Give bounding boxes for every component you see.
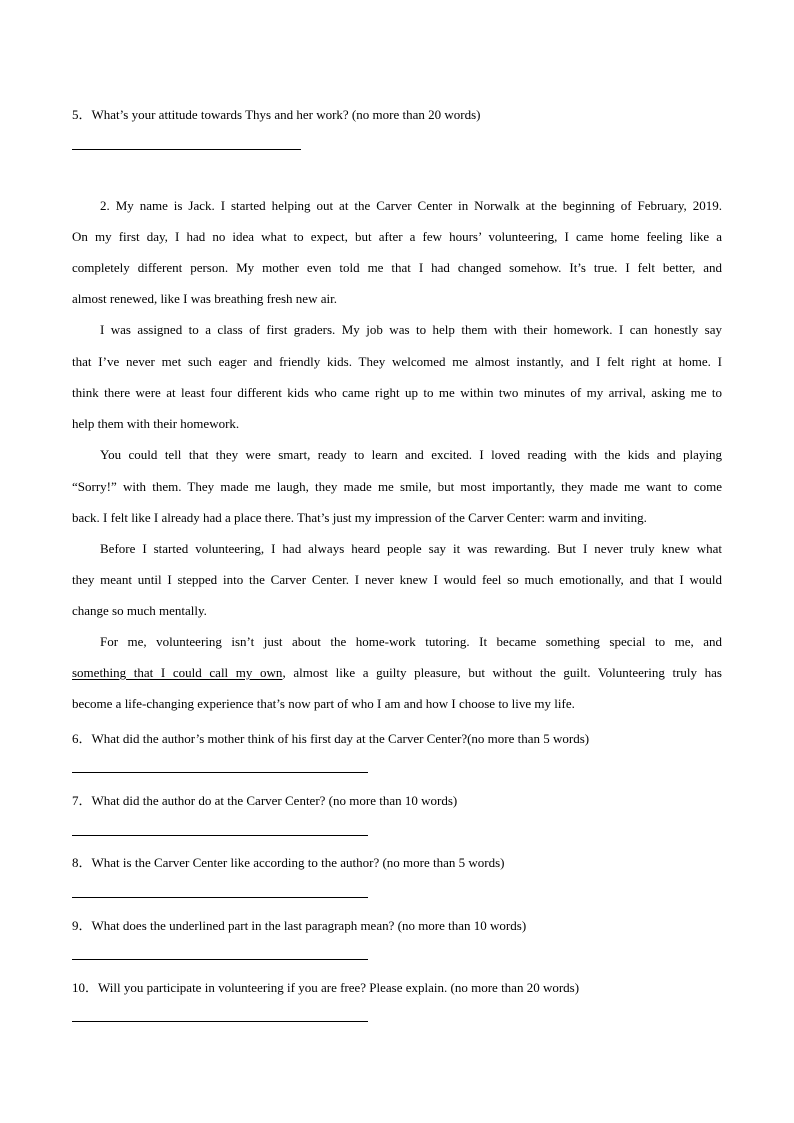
passage-p5-line2-rest: , almost like a guilty pleasure, but without the guilt. Volunteering truly has: [282, 665, 722, 680]
question-number: 5．: [72, 107, 92, 122]
passage-p4-line2: they meant until I stepped into the Carver Center. I never knew I would feel so much emotionally, and that I would: [72, 572, 722, 587]
question-number: 10．: [72, 980, 99, 995]
passage-p5-line3: become a life-changing experience that’s now part of who I am and how I choose to live my life.: [72, 696, 575, 711]
question-number: 8．: [72, 855, 92, 870]
answer-line-6[interactable]: [72, 772, 368, 773]
passage-p1-line4: almost renewed, like I was breathing fresh new air.: [72, 291, 337, 306]
passage-p5-line1: For me, volunteering isn’t just about the home-work tutoring. It became something special to me, and: [100, 634, 722, 649]
passage-p5-line2: [72, 665, 722, 681]
answer-line-8[interactable]: [72, 897, 368, 898]
passage-p3-line3: back. I felt like I already had a place there. That’s just my impression of the Carver Center: warm and inviting.: [72, 510, 647, 525]
question-number: 9．: [72, 918, 92, 933]
question-text: What did the author’s mother think of his first day at the Carver Center?(no more than 5 words): [91, 731, 590, 746]
question-text: Will you participate in volunteering if you are free? Please explain. (no more than 20 words): [98, 980, 580, 995]
answer-line-9[interactable]: [72, 959, 368, 960]
question-8: [72, 852, 505, 871]
answer-line-5[interactable]: [72, 149, 301, 150]
passage-p1-line2: On my first day, I had no idea what to expect, but after a few hours’ volunteering, I came home feeling like a: [72, 229, 722, 244]
question-6: [72, 728, 589, 747]
answer-line-10[interactable]: [72, 1021, 368, 1022]
question-text: What did the author do at the Carver Center? (no more than 10 words): [91, 793, 458, 808]
passage-p2-line2: that I’ve never met such eager and friendly kids. They welcomed me almost instantly, and I felt right at home. I: [72, 354, 722, 369]
underlined-phrase: something that I could call my own: [72, 665, 283, 680]
answer-line-7[interactable]: [72, 835, 368, 836]
question-text: What is the Carver Center like according to the author? (no more than 5 words): [91, 855, 505, 870]
question-7: [72, 790, 457, 809]
question-number: 7．: [72, 793, 92, 808]
passage-p1-line3: completely different person. My mother even told me that I had changed somehow. It’s true. I felt better, and: [72, 260, 722, 275]
passage-p2-line1: I was assigned to a class of first graders. My job was to help them with their homework. I can honestly say: [100, 322, 722, 337]
passage-p2-line3: think there were at least four different kids who came right up to me within two minutes of my arrival, asking me to: [72, 385, 722, 400]
passage-p4-line1: Before I started volunteering, I had always heard people say it was rewarding. But I never truly knew what: [100, 541, 722, 556]
passage-p2-line4: help them with their homework.: [72, 416, 240, 431]
question-number: 6．: [72, 731, 92, 746]
question-5: [72, 104, 480, 123]
question-text: What’s your attitude towards Thys and her work? (no more than 20 words): [91, 107, 481, 122]
question-9: [72, 915, 526, 934]
question-10: [72, 977, 579, 996]
passage-p3-line2: “Sorry!” with them. They made me laugh, they made me smile, but most importantly, they made me want to come: [72, 479, 722, 494]
passage-p4-line3: change so much mentally.: [72, 603, 207, 618]
passage-p1-line1: 2. My name is Jack. I started helping out at the Carver Center in Norwalk at the beginning of February, 2019.: [100, 198, 722, 213]
passage-p3-line1: You could tell that they were smart, ready to learn and excited. I loved reading with the kids and playing: [100, 447, 722, 462]
question-text: What does the underlined part in the last paragraph mean? (no more than 10 words): [91, 918, 527, 933]
